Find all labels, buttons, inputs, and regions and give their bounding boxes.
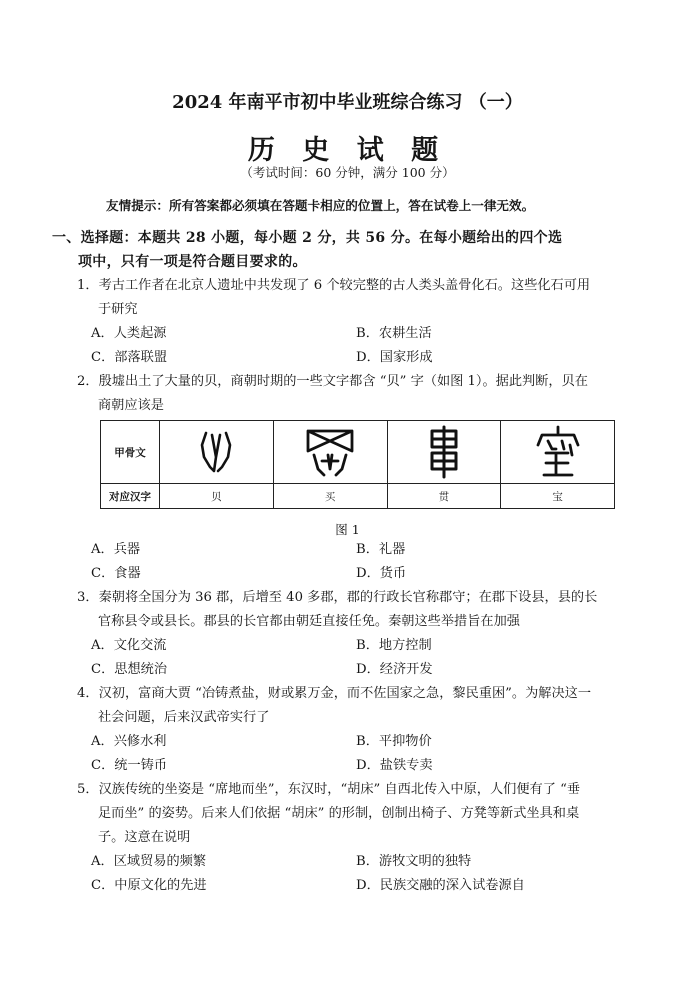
hanzi-bao: 宝: [501, 484, 615, 509]
exam-info: （考试时间：60 分钟，满分 100 分）: [240, 165, 455, 180]
oracle-guan-icon: [424, 425, 464, 479]
section-heading-line1: 一、选择题：本题共 28 小题，每小题 2 分，共 56 分。在每小题给出的四个选: [52, 230, 563, 246]
q1-option-d[interactable]: D．国家形成: [356, 350, 433, 365]
q5-option-b[interactable]: B．游牧文明的独特: [356, 854, 472, 869]
q2-stem-line2: 商朝应该是: [98, 398, 164, 413]
subject-title: 历 史 试 题: [247, 135, 448, 166]
q4-stem-line2: 社会问题，后来汉武帝实行了: [98, 710, 270, 725]
q1-stem-line1: 1．考古工作者在北京人遗址中共发现了 6 个较完整的古人类头盖骨化石。这些化石可用: [77, 278, 591, 293]
q3-option-c[interactable]: C．思想统治: [91, 662, 168, 677]
q2-option-d[interactable]: D．货币: [356, 566, 407, 581]
q5-option-a[interactable]: A．区域贸易的频繁: [91, 854, 207, 869]
q5-option-c[interactable]: C．中原文化的先进: [91, 878, 207, 893]
oracle-glyph-bei: [160, 421, 274, 484]
q4-option-d[interactable]: D．盐铁专卖: [356, 758, 433, 773]
q5-stem-line2: 足而坐” 的姿势。后来人们依据 “胡床” 的形制，创制出椅子、方凳等新式坐具和桌: [98, 806, 580, 821]
q3-stem-line2: 官称县令或县长。郡县的长官都由朝廷直接任免。秦朝这些举措旨在加强: [98, 614, 520, 629]
hanzi-mai: 买: [273, 484, 387, 509]
q4-option-c[interactable]: C．统一铸币: [91, 758, 168, 773]
q1-option-b[interactable]: B．农耕生活: [356, 326, 432, 341]
q4-option-b[interactable]: B．平抑物价: [356, 734, 432, 749]
q2-option-c[interactable]: C．食器: [91, 566, 141, 581]
oracle-bao-icon: [532, 425, 584, 479]
q5-stem-line3: 子。这意在说明: [98, 830, 191, 845]
oracle-glyph-mai: [273, 421, 387, 484]
hanzi-row-header: 对应汉字: [101, 484, 160, 509]
q5-option-d[interactable]: D．民族交融的深入试卷源自: [356, 878, 525, 893]
q2-option-b[interactable]: B．礼器: [356, 542, 406, 557]
oracle-mai-icon: [302, 425, 358, 479]
oracle-glyph-bao: [501, 421, 615, 484]
q4-option-a[interactable]: A．兴修水利: [91, 734, 167, 749]
oracle-bone-table: [100, 420, 615, 509]
q2-stem-line1: 2．殷墟出土了大量的贝，商朝时期的一些文字都含 “贝” 字（如图 1）。据此判断，贝在: [77, 374, 588, 389]
hanzi-bei: 贝: [160, 484, 274, 509]
q3-option-d[interactable]: D．经济开发: [356, 662, 433, 677]
q4-stem-line1: 4．汉初，富商大贾 “冶铸煮盐，财或累万金，而不佐国家之急，黎民重困”。为解决这一: [77, 686, 591, 701]
oracle-row-header: 甲骨文: [101, 421, 160, 484]
q1-option-c[interactable]: C．部落联盟: [91, 350, 168, 365]
q3-option-b[interactable]: B．地方控制: [356, 638, 432, 653]
hanzi-guan: 贯: [387, 484, 501, 509]
friendly-tip: 友情提示：所有答案都必须填在答题卡相应的位置上，答在试卷上一律无效。: [106, 198, 535, 213]
q5-stem-line1: 5．汉族传统的坐姿是 “席地而坐”，东汉时，“胡床” 自西北传入中原，人们便有了 “垂: [77, 782, 581, 797]
q3-option-a[interactable]: A．文化交流: [91, 638, 167, 653]
q1-stem-line2: 于研究: [98, 302, 138, 317]
oracle-bei-icon: [194, 427, 238, 477]
q2-option-a[interactable]: A．兵器: [91, 542, 141, 557]
exam-title: 2024 年南平市初中毕业班综合练习 （一）: [172, 92, 523, 113]
oracle-glyph-guan: [387, 421, 501, 484]
figure-caption: 图 1: [335, 522, 360, 537]
q1-option-a[interactable]: A．人类起源: [91, 326, 167, 341]
section-heading-line2: 项中，只有一项是符合题目要求的。: [78, 254, 307, 270]
q3-stem-line1: 3．秦朝将全国分为 36 郡，后增至 40 多郡，郡的行政长官称郡守；在郡下设县，县的长: [77, 590, 598, 605]
